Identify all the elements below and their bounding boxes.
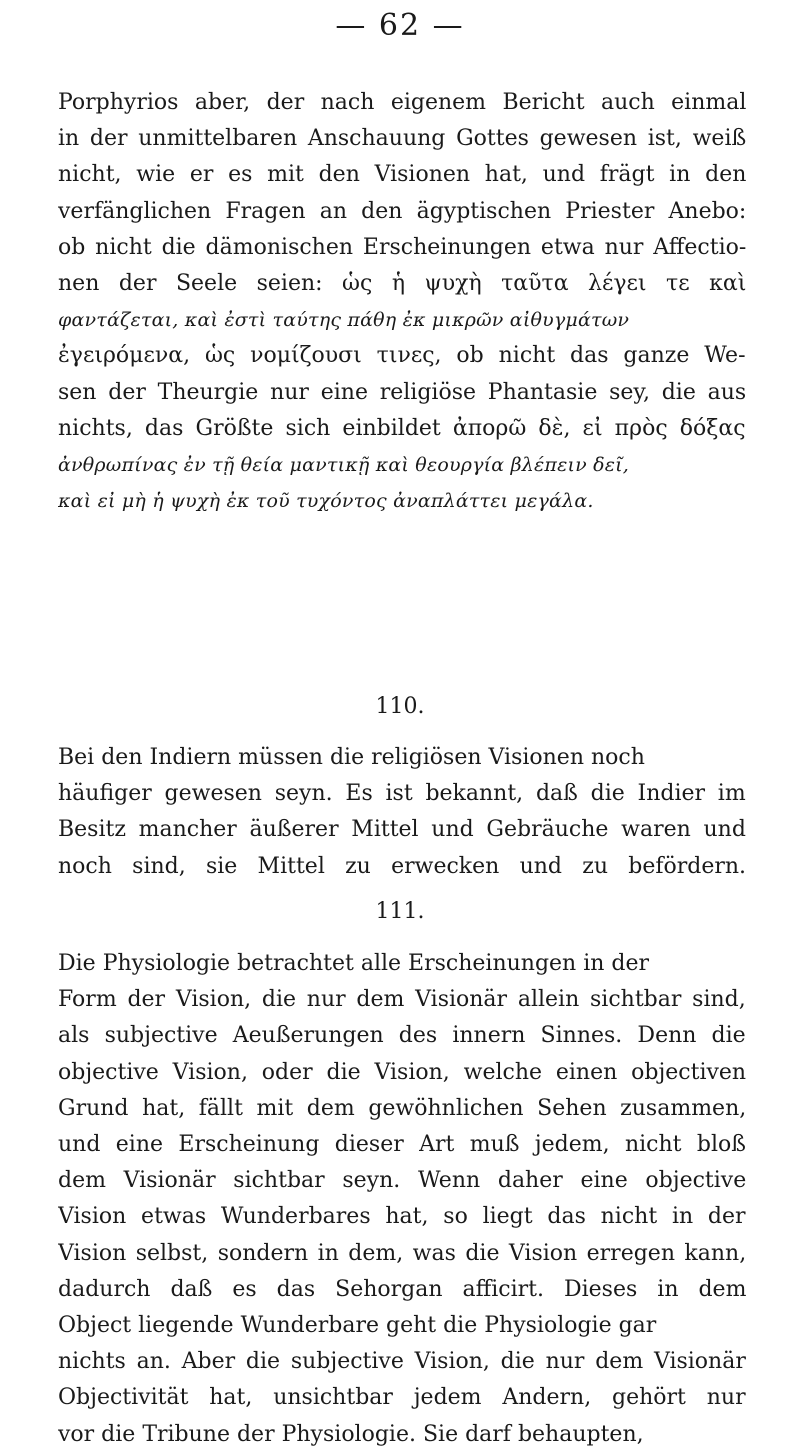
text-line: nicht, wie er es mit den Visionen hat, und frägt in den	[58, 162, 746, 188]
text-line: Grund hat, fällt mit dem gewöhnlichen Sehen zusammen,	[58, 1095, 746, 1121]
text-line: Form der Vision, die nur dem Visionär allein sichtbar sind,	[58, 987, 746, 1013]
text-line: und eine Erscheinung dieser Art muß jedem, nicht bloß	[58, 1132, 746, 1158]
text-line: häufiger gewesen seyn. Es ist bekannt, daß die Indier im	[58, 781, 746, 807]
text-line: ἐγειρόμενα, ὡς νομίζουσι τινες, ob nicht das ganze We-	[58, 343, 746, 369]
text-line: ob nicht die dämonischen Erscheinungen etwa nur Affectio-	[58, 234, 746, 260]
text-line: in der unmittelbaren Anschauung Gottes gewesen ist, weiß	[58, 126, 746, 152]
text-line: Object liegende Wunderbare geht die Physiologie gar	[58, 1313, 657, 1339]
text-line: nen der Seele seien: ὡς ἡ ψυχὴ ταῦτα λέγει τε καὶ	[58, 271, 746, 297]
paragraph-section-111	[58, 946, 746, 1453]
text-line: Porphyrios aber, der nach eigenem Bericht auch einmal	[58, 90, 746, 115]
text-line: verfänglichen Fragen an den ägyptischen Priester Anebo:	[58, 198, 746, 224]
text-line: Objectivität hat, unsichtbar jedem Andern, gehört nur	[58, 1385, 746, 1411]
text-line: noch sind, sie Mittel zu erwecken und zu befördern.	[58, 853, 746, 879]
text-line: sen der Theurgie nur eine religiöse Phantasie sey, die aus	[58, 379, 746, 405]
text-line: vor die Tribune der Physiologie. Sie darf behaupten,	[58, 1421, 644, 1447]
text-line: nichts, das Größte sich einbildet ἀπορῶ δὲ, εἰ πρὸς δόξας	[58, 415, 746, 441]
section-number-111: 111.	[375, 899, 425, 924]
text-line: dem Visionär sichtbar seyn. Wenn daher eine objective	[58, 1168, 746, 1194]
paragraph-section-110	[58, 740, 746, 885]
text-line: Die Physiologie betrachtet alle Erscheinungen in der	[58, 951, 650, 976]
paragraph-porphyrios	[58, 85, 746, 519]
section-number-110: 110.	[375, 694, 425, 719]
greek-quote-line: καὶ εἰ μὴ ἡ ψυχὴ ἐκ τοῦ τυχόντος ἀναπλάττει μεγάλα.	[58, 490, 594, 513]
text-line: Vision etwas Wunderbares hat, so liegt das nicht in der	[58, 1204, 746, 1230]
text-line: dadurch daß es das Sehorgan afficirt. Dieses in dem	[58, 1276, 746, 1302]
text-line: als subjective Aeußerungen des innern Sinnes. Denn die	[58, 1023, 746, 1049]
greek-quote-line: ἀνθρωπίνας ἐν τῇ θεία μαντικῇ καὶ θεουργία βλέπειν δεῖ,	[58, 454, 630, 477]
text-line: Vision selbst, sondern in dem, was die Vision erregen kann,	[58, 1240, 746, 1266]
page-number: — 62 —	[335, 8, 465, 43]
text-line: nichts an. Aber die subjective Vision, die nur dem Visionär	[58, 1349, 746, 1375]
text-line: objective Vision, oder die Vision, welche einen objectiven	[58, 1059, 746, 1085]
text-line: Besitz mancher äußerer Mittel und Gebräuche waren und	[58, 817, 746, 843]
text-line: Bei den Indiern müssen die religiösen Visionen noch	[58, 745, 645, 770]
greek-quote-line: φαντάζεται, καὶ ἐστὶ ταύτης πάθη ἐκ μικρῶν αἰθυγμάτων	[58, 309, 630, 332]
